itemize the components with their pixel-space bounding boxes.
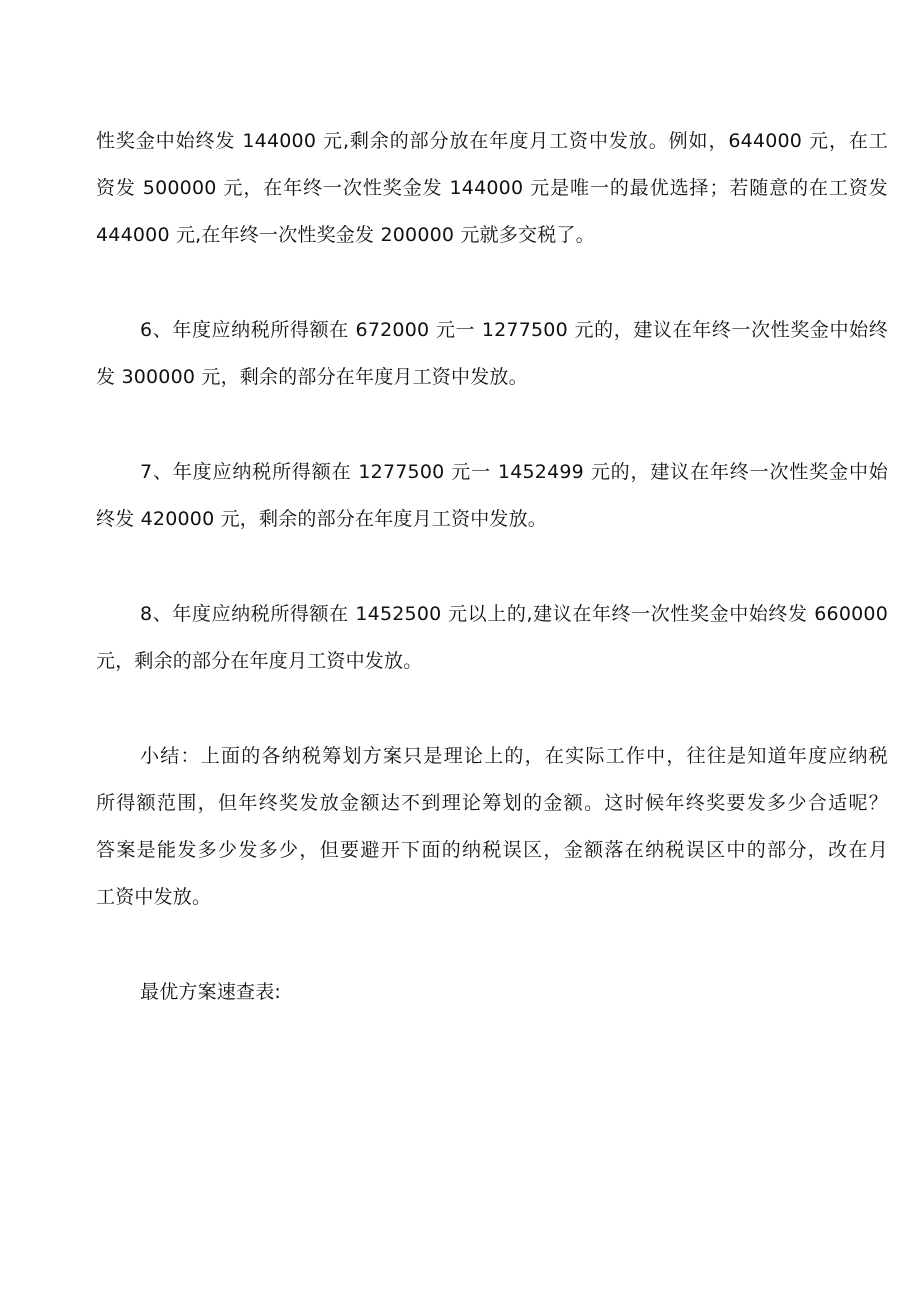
paragraph-table-heading [96,969,888,1016]
paragraph-item-6 [96,307,888,401]
paragraph-gap [96,685,888,733]
paragraph-summary [96,733,888,921]
paragraph-gap [96,259,888,307]
text-line: 终发 420000 元，剩余的部分在年度月工资中发放。 [96,508,548,530]
document-page [96,118,888,1016]
text-line: 8、年度应纳税所得额在 1452500 元以上的,建议在年终一次性奖金中始终发 660000 [140,603,888,625]
paragraph-gap [96,921,888,969]
text-line: 工资中发放。 [96,886,212,908]
text-line: 性奖金中始终发 144000 元,剩余的部分放在年度月工资中发放。例如，644000 元，在工 [96,130,888,152]
text-line: 发 300000 元，剩余的部分在年度月工资中发放。 [96,366,528,388]
text-line: 资发 500000 元，在年终一次性奖金发 144000 元是唯一的最优选择；若随意的在工资发 [96,177,888,199]
text-line: 元，剩余的部分在年度月工资中发放。 [96,650,423,672]
text-line: 6、年度应纳税所得额在 672000 元一 1277500 元的，建议在年终一次性奖金中始终 [140,319,888,341]
paragraph-gap [96,543,888,591]
text-line: 444000 元,在年终一次性奖金发 200000 元就多交税了。 [96,224,595,246]
text-line: 7、年度应纳税所得额在 1277500 元一 1452499 元的，建议在年终一次性奖金中始 [140,461,888,483]
paragraph-example [96,118,888,259]
paragraph-item-7 [96,449,888,543]
paragraph-item-8 [96,591,888,685]
text-line: 答案是能发多少发多少，但要避开下面的纳税误区，金额落在纳税误区中的部分，改在月 [96,839,888,861]
paragraph-gap [96,401,888,449]
text-line: 所得额范围，但年终奖发放金额达不到理论筹划的金额。这时候年终奖要发多少合适呢？ [96,792,888,814]
section-heading: 最优方案速查表: [140,981,282,1003]
text-line: 小结：上面的各纳税筹划方案只是理论上的，在实际工作中，往往是知道年度应纳税 [140,745,888,767]
